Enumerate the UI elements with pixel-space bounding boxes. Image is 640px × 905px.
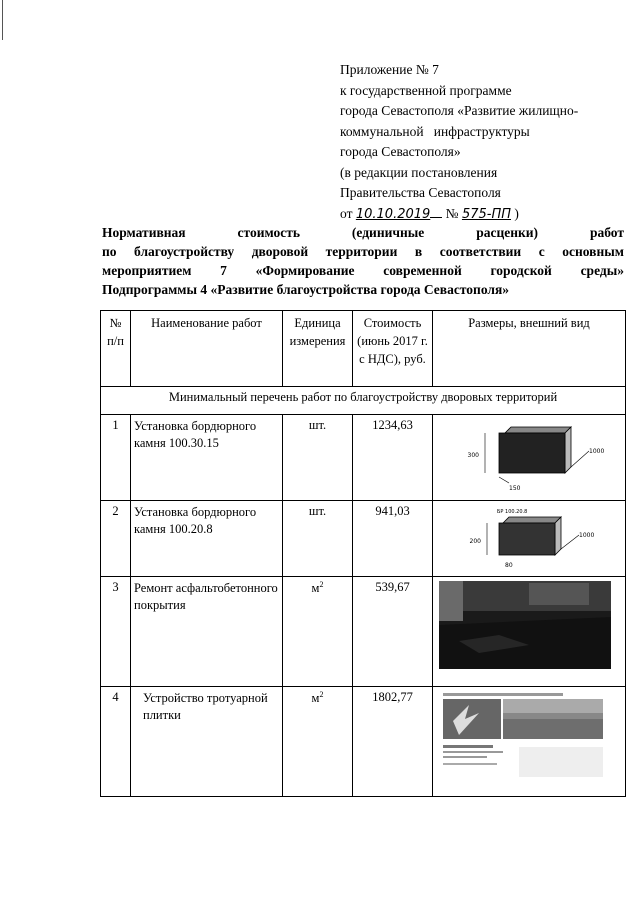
paving-tile-photo: [439, 691, 611, 789]
table-row: [101, 577, 626, 687]
dim-height: 200: [469, 538, 481, 545]
table-row: [101, 501, 626, 577]
row-work-name: Ремонт асфальтобетонного покрытия: [131, 577, 283, 687]
row-unit: [283, 577, 353, 687]
handwritten-number: 575-ПП: [461, 206, 511, 222]
row-cost: 1802,77: [353, 687, 433, 797]
table-row: [101, 415, 626, 501]
heading-line: по благоустройству дворовой территории в соответствии с основным: [102, 244, 624, 259]
dim-length: 1000: [579, 532, 595, 539]
heading-line: Нормативная стоимость (единичные расценки) работ: [102, 225, 624, 240]
unit-base: м: [311, 581, 320, 596]
row-cost: 539,67: [353, 577, 433, 687]
document-heading: [102, 223, 624, 299]
row-unit: шт.: [283, 415, 353, 501]
row-unit: [283, 687, 353, 797]
number-prefix: №: [445, 205, 459, 221]
unit-exponent: 2: [319, 690, 324, 699]
curb-drawing-cell: [433, 501, 626, 577]
row-num: 1: [101, 415, 131, 501]
asphalt-photo-cell: [433, 577, 626, 687]
appendix-line: к государственной программе: [340, 82, 512, 98]
appendix-line: Правительства Севастополя: [340, 185, 501, 200]
date-prefix: от: [340, 205, 353, 221]
heading-line: Подпрограммы 4 «Развитие благоустройства города Севастополя»: [102, 282, 510, 297]
scan-edge-mark: [2, 0, 3, 40]
asphalt-photo: [439, 581, 611, 669]
row-work-name: Установка бордюрного камня 100.20.8: [131, 501, 283, 577]
unit-base: м: [311, 691, 320, 706]
appendix-date-line: [340, 204, 630, 226]
paving-photo-cell: [433, 687, 626, 797]
table-header-row: [101, 311, 626, 387]
row-num: 2: [101, 501, 131, 577]
dim-width: 80: [505, 562, 513, 569]
table-row: [101, 687, 626, 797]
row-num: 3: [101, 577, 131, 687]
curb-stone-drawing: [439, 505, 611, 571]
dim-length: 1000: [589, 448, 605, 455]
header-unit: Единица измерения: [283, 311, 353, 387]
row-num: 4: [101, 687, 131, 797]
header-name: Наименование работ: [131, 311, 283, 387]
header-look: Размеры, внешний вид: [433, 311, 626, 387]
appendix-line: коммунальной инфраструктуры: [340, 123, 530, 139]
section-title: Минимальный перечень работ по благоустройству дворовых территорий: [101, 387, 626, 415]
handwritten-date: 10.10.2019: [355, 206, 431, 222]
row-cost: 941,03: [353, 501, 433, 577]
header-cost: Стоимость (июнь 2017 г. с НДС), руб.: [353, 311, 433, 387]
row-cost: 1234,63: [353, 415, 433, 501]
curb-tag: БР 100.20.8: [497, 509, 528, 515]
row-work-name: Устройство тротуарной плитки: [131, 687, 283, 797]
row-work-name: Установка бордюрного камня 100.30.15: [131, 415, 283, 501]
appendix-block: [340, 60, 630, 225]
header-num: № п/п: [101, 311, 131, 387]
section-row: [101, 387, 626, 415]
appendix-line: (в редакции постановления: [340, 164, 498, 180]
unit-exponent: 2: [319, 580, 324, 589]
cost-table: [100, 310, 626, 797]
curb-drawing-cell: [433, 415, 626, 501]
row-unit: шт.: [283, 501, 353, 577]
dim-height: 300: [467, 452, 479, 459]
appendix-line: города Севастополя «Развитие жилищно-: [340, 103, 579, 118]
appendix-line: Приложение № 7: [340, 62, 439, 77]
dim-width: 150: [509, 485, 521, 492]
heading-line: мероприятием 7 «Формирование современной городской среды»: [102, 263, 624, 278]
appendix-line: города Севастополя»: [340, 144, 461, 159]
curb-stone-drawing: [439, 419, 611, 493]
closing-paren: ): [514, 205, 519, 221]
